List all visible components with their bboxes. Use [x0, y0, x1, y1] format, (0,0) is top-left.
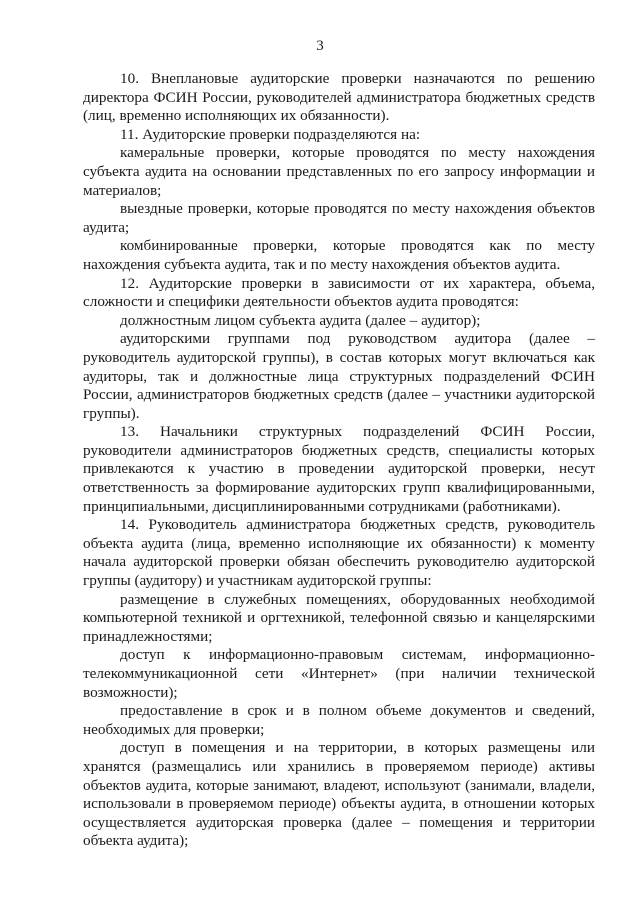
paragraph-14-item-documents: предоставление в срок и в полном объеме документов и сведений, необходимых для проверки; — [83, 702, 595, 738]
paragraph-14: 14. Руководитель администратора бюджетных средств, руководитель объекта аудита (лица, временно исполняющие их обязанности) к моменту начала аудиторской проверки обязан обеспечить руководителю аудиторской группы (аудитору) и участникам аудиторской группы: — [83, 516, 595, 590]
page-number: 3 — [316, 38, 324, 54]
paragraph-14-item-premises: размещение в служебных помещениях, оборудованных необходимой компьютерной техникой и оргтехникой, телефонной связью и канцелярскими принадлежностями; — [83, 590, 595, 645]
paragraph-11-item-field-audit: выездные проверки, которые проводятся по месту нахождения объектов аудита; — [83, 200, 595, 236]
paragraph-11: 11. Аудиторские проверки подразделяются на: — [120, 125, 421, 143]
paragraph-11-item-combined-audit: комбинированные проверки, которые проводятся как по месту нахождения субъекта аудита, так и по месту нахождения объектов аудита. — [83, 237, 595, 273]
paragraph-14-item-access-territory: доступ в помещения и на территории, в которых размещены или хранятся (размещались или хранились в проверяемом периоде) активы объектов аудита, которые занимают, владеют, используют (занимали, владели, использовали в проверяемом периоде) объекты аудита, в отношении которых осуществляется аудиторская проверка (далее – помещения и территории объекта аудита); — [83, 739, 595, 850]
paragraph-13: 13. Начальники структурных подразделений ФСИН России, руководители администраторов бюджетных средств, специалисты которых привлекаются к участию в проведении аудиторской проверки, несут ответственность за формирование аудиторских групп квалифицированными, принципиальными, дисциплинированными сотрудниками (работниками). — [83, 423, 595, 515]
document-body — [83, 70, 595, 851]
paragraph-14-item-access-systems: доступ к информационно-правовым системам, информационно-телекоммуникационной сети «Интернет» (при наличии технической возможности); — [83, 646, 595, 701]
paragraph-12-item-auditor: должностным лицом субъекта аудита (далее – аудитор); — [120, 311, 481, 329]
paragraph-12: 12. Аудиторские проверки в зависимости от их характера, объема, сложности и специфики деятельности объектов аудита проводятся: — [83, 274, 595, 311]
paragraph-12-item-audit-groups: аудиторскими группами под руководством аудитора (далее – руководитель аудиторской группы), в состав которых могут включаться как аудиторы, так и должностные лица структурных подразделений ФСИН России, администраторов бюджетных средств (далее – участники аудиторской группы). — [83, 330, 595, 422]
paragraph-11-item-desk-audit: камеральные проверки, которые проводятся по месту нахождения субъекта аудита на основании представленных по его запросу информации и материалов; — [83, 144, 595, 199]
paragraph-10: 10. Внеплановые аудиторские проверки назначаются по решению директора ФСИН России, руководителей администратора бюджетных средств (лиц, временно исполняющих их обязанности). — [83, 70, 595, 125]
